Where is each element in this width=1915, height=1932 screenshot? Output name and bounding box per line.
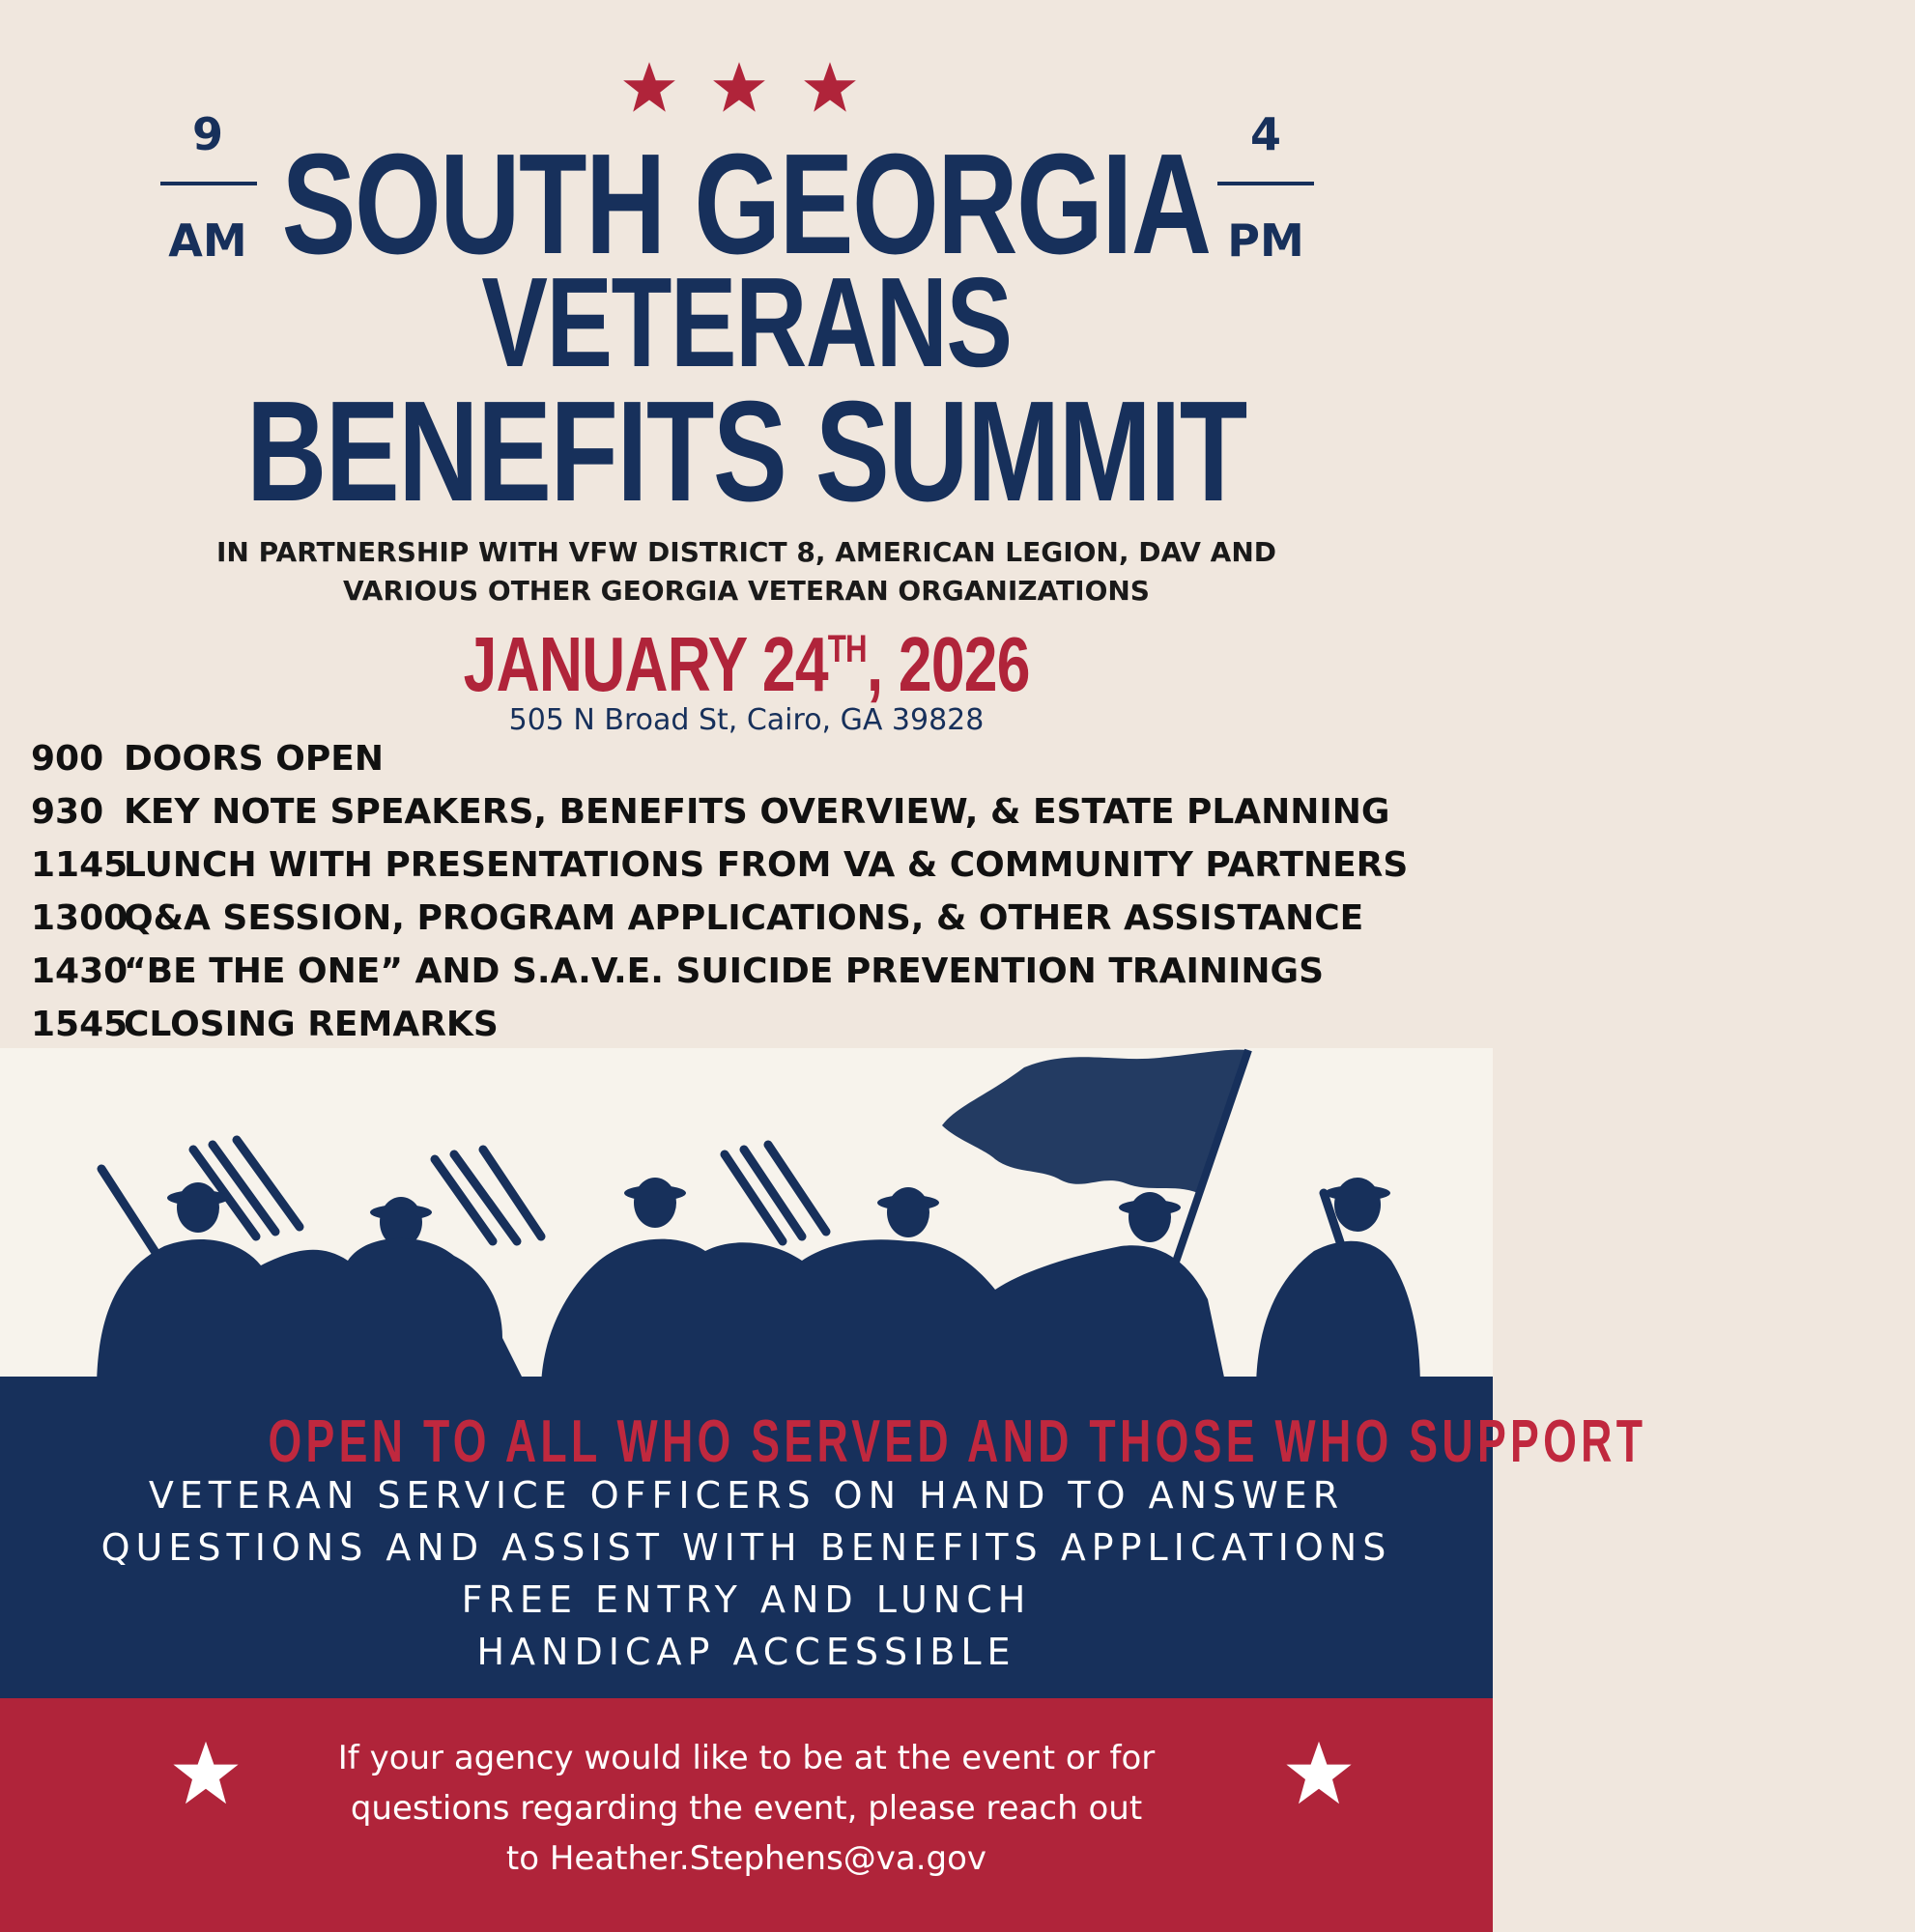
schedule-time: 1545	[31, 1005, 129, 1044]
partnership-line-2: VARIOUS OTHER GEORGIA VETERAN ORGANIZATIONS	[343, 575, 1150, 607]
info-line: FREE ENTRY AND LUNCH	[461, 1578, 1032, 1621]
banner-headline: OPEN TO ALL WHO SERVED AND THOSE WHO SUPPORT	[268, 1408, 1647, 1475]
schedule-event: DOORS OPEN	[124, 739, 384, 779]
schedule-list	[31, 732, 1408, 1051]
info-line: HANDICAP ACCESSIBLE	[476, 1631, 1016, 1673]
contact-email-line: to Heather.Stephens@va.gov	[505, 1839, 987, 1878]
page-title-line-1: SOUTH GEORGIA	[281, 125, 1212, 284]
event-date: JANUARY 24TH, 2026	[463, 621, 1030, 707]
schedule-time: 1430	[31, 952, 129, 991]
schedule-event: KEY NOTE SPEAKERS, BENEFITS OVERVIEW, & ESTATE PLANNING	[124, 792, 1390, 832]
schedule-event: CLOSING REMARKS	[124, 1005, 499, 1044]
schedule-item	[31, 945, 1408, 998]
contact-line: If your agency would like to be at the event or for	[337, 1739, 1156, 1777]
page-title-line-3: BENEFITS SUMMIT	[246, 372, 1246, 531]
schedule-item	[31, 732, 1408, 785]
schedule-item	[31, 998, 1408, 1051]
schedule-event: “BE THE ONE” AND S.A.V.E. SUICIDE PREVENTION TRAININGS	[124, 952, 1324, 991]
end-time-number: 4	[1249, 108, 1281, 160]
schedule-event: Q&A SESSION, PROGRAM APPLICATIONS, & OTHER ASSISTANCE	[124, 898, 1364, 938]
star-icon	[622, 60, 676, 114]
start-time-number: 9	[191, 108, 223, 160]
end-time-unit: PM	[1227, 214, 1304, 267]
schedule-time: 1145	[31, 845, 129, 885]
soldiers-with-flag-illustration	[0, 1048, 1493, 1396]
start-time-unit: AM	[168, 214, 247, 267]
schedule-time: 930	[31, 792, 104, 832]
schedule-event: LUNCH WITH PRESENTATIONS FROM VA & COMMUNITY PARTNERS	[124, 845, 1409, 885]
info-line: QUESTIONS AND ASSIST WITH BENEFITS APPLICATIONS	[100, 1526, 1392, 1569]
schedule-item	[31, 838, 1408, 892]
contact-line: questions regarding the event, please reach out	[350, 1789, 1143, 1828]
event-address: 505 N Broad St, Cairo, GA 39828	[508, 703, 985, 737]
star-icon	[803, 60, 857, 114]
schedule-time: 1300	[31, 898, 129, 938]
schedule-item	[31, 892, 1408, 945]
schedule-item	[31, 785, 1408, 838]
star-icon	[712, 60, 766, 114]
partnership-line-1: IN PARTNERSHIP WITH VFW DISTRICT 8, AMERICAN LEGION, DAV AND	[215, 536, 1277, 568]
info-line: VETERAN SERVICE OFFICERS ON HAND TO ANSWER	[148, 1474, 1345, 1517]
page-title-line-2: VETERANS	[481, 251, 1012, 393]
schedule-time: 900	[31, 739, 104, 779]
